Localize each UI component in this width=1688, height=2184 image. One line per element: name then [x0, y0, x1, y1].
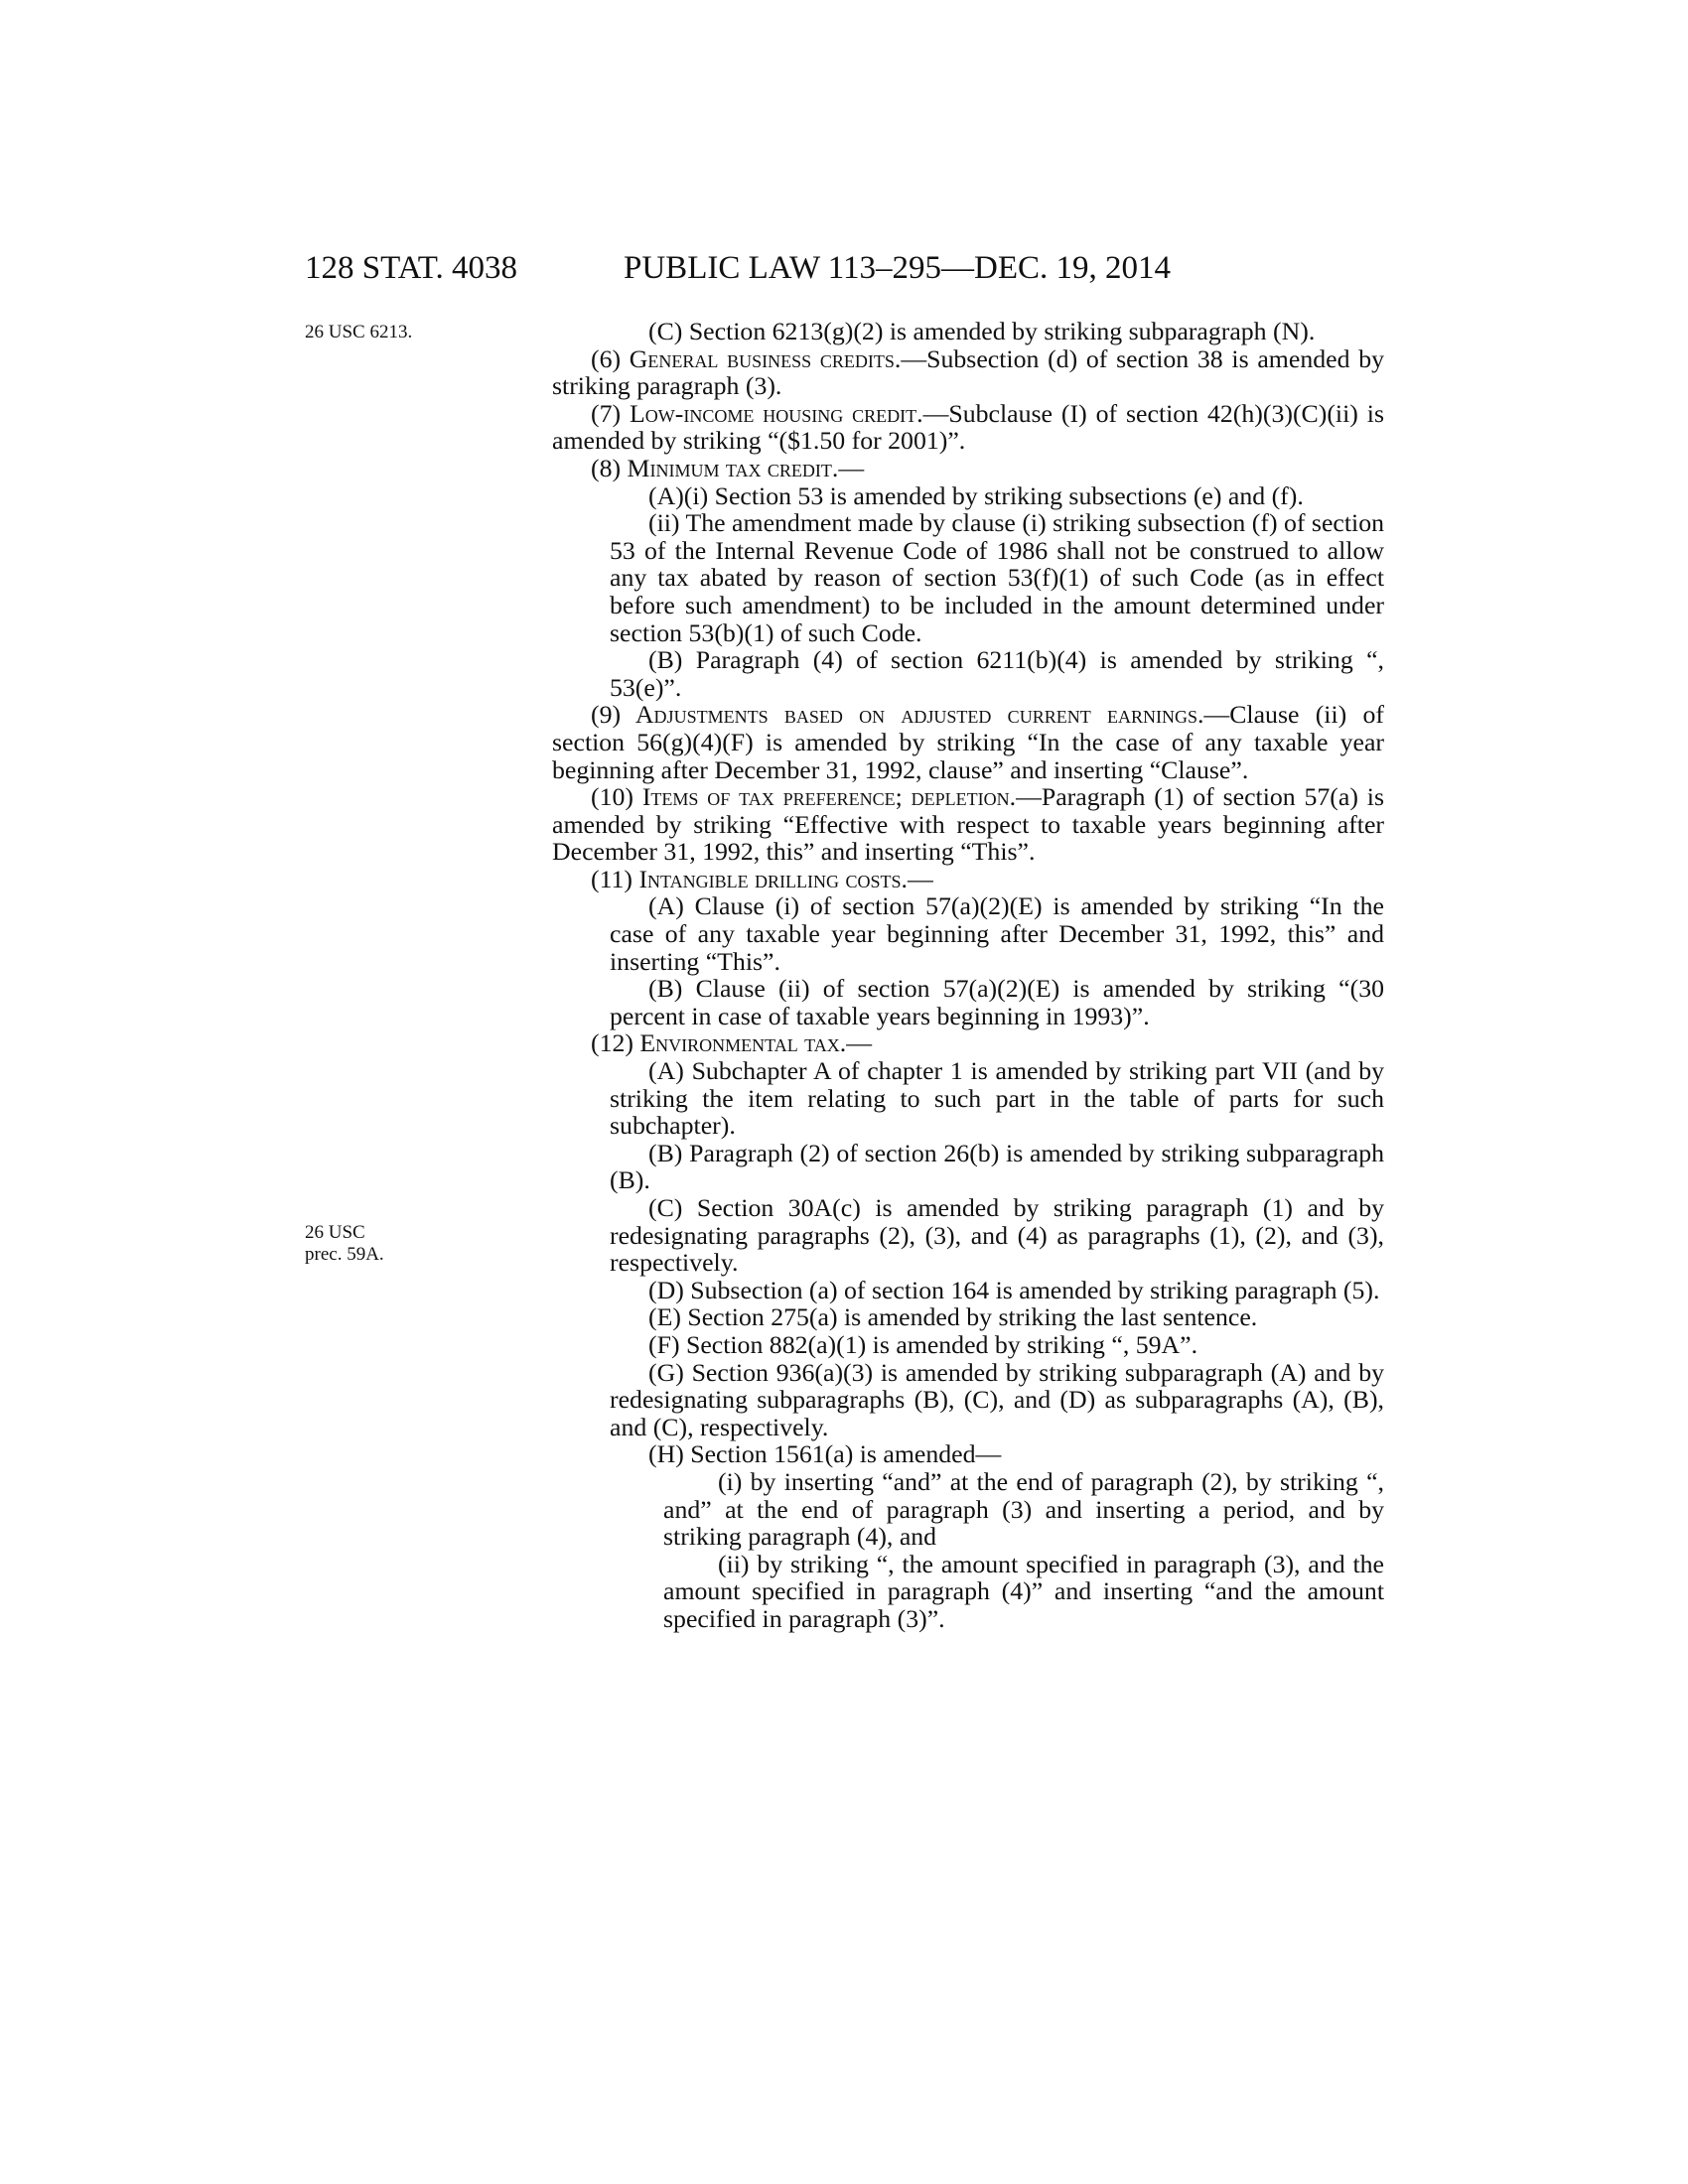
paragraph: (ii) The amendment made by clause (i) striking subsection (f) of section 53 of the Internal Revenue Code of 1986 shall not be construed to allow any tax abated by reason of section 53(f)(1) of such Code (as in effect before such amendment) to be included in the amount determined under section 53(b)(1) of such Code.: [610, 508, 1384, 647]
paragraph-text: —: [846, 1028, 872, 1058]
paragraph-text: —: [907, 864, 933, 893]
stat-citation: 128 STAT. 4038: [305, 250, 518, 286]
paragraph: (A)(i) Section 53 is amended by striking subsections (e) and (f).: [648, 480, 1304, 510]
margin-note-usc-6213: 26 USC 6213.: [305, 322, 413, 342]
paragraph: (G) Section 936(a)(3) is amended by striking subparagraph (A) and by redesignating subparagraphs (B), (C), and (D) as subparagraphs (A), (B), and (C), respectively.: [610, 1357, 1384, 1441]
paragraph: (C) Section 6213(g)(2) is amended by striking subparagraph (N).: [648, 317, 1316, 345]
paragraph: (i) by inserting “and” at the end of paragraph (2), by striking “, and” at the end of paragraph (3) and inserting a period, and by striking paragraph (4), and: [663, 1466, 1384, 1552]
paragraph: [552, 1029, 1384, 1057]
paragraph: (B) Clause (ii) of section 57(a)(2)(E) is amended by striking “(30 percent in case of taxable years beginning in 1993)”.: [610, 974, 1384, 1030]
paragraph: (A) Subchapter A of chapter 1 is amended by striking part VII (and by striking the item relating to such part in the table of parts for such subchapter).: [610, 1056, 1384, 1141]
paragraph: [552, 400, 1384, 455]
paragraph: [552, 701, 1384, 783]
paragraph-text: —Subclause (I) of section 42(h)(3)(C)(ii) is amended by striking “($1.50 for 2001)”.: [552, 398, 1384, 456]
paragraph: (B) Paragraph (4) of section 6211(b)(4) is amended by striking “, 53(e)”.: [610, 645, 1384, 702]
paragraph-heading: (7) Low-income housing credit.: [591, 398, 923, 428]
paragraph-heading: (9) Adjustments based on adjusted current earnings.: [591, 700, 1204, 730]
paragraph: (E) Section 275(a) is amended by striking the last sentence.: [648, 1302, 1258, 1332]
page-title: PUBLIC LAW 113–295—DEC. 19, 2014: [624, 250, 1172, 286]
paragraph: (A) Clause (i) of section 57(a)(2)(E) is amended by striking “In the case of any taxable year beginning after December 31, 1992, this” and inserting “This”.: [610, 891, 1384, 976]
paragraph: [552, 866, 1384, 893]
paragraph: (H) Section 1561(a) is amended—: [648, 1439, 1002, 1469]
paragraph-text: —: [838, 453, 865, 482]
paragraph-heading: (11) Intangible drilling costs.: [591, 864, 908, 893]
paragraph-heading: (6) General business credits.: [591, 343, 902, 373]
paragraph-heading: (10) Items of tax preference; depletion.: [591, 782, 1017, 812]
paragraph: [552, 345, 1384, 400]
paragraph: [552, 455, 1384, 482]
paragraph: (B) Paragraph (2) of section 26(b) is amended by striking subparagraph (B).: [610, 1138, 1384, 1195]
paragraph-text: —Paragraph (1) of section 57(a) is amended by striking “Effective with respect to taxable years beginning after December 31, 1992, this” and inserting “This”.: [552, 782, 1385, 867]
body-text: [552, 318, 1384, 1633]
paragraph: (C) Section 30A(c) is amended by striking paragraph (1) and by redesignating paragraphs (2), (3), and (4) as paragraphs (1), (2), and (3), respectively.: [610, 1193, 1384, 1278]
paragraph-heading: (8) Minimum tax credit.: [591, 453, 839, 482]
paragraph: (F) Section 882(a)(1) is amended by striking “, 59A”.: [648, 1329, 1198, 1359]
paragraph-heading: (12) Environmental tax.: [591, 1028, 847, 1058]
paragraph: [552, 783, 1384, 866]
paragraph-text: —Subsection (d) of section 38 is amended by striking paragraph (3).: [552, 343, 1384, 401]
paragraph-text: —Clause (ii) of section 56(g)(4)(F) is amended by striking “In the case of any taxable year beginning after December 31, 1992, clause” and inserting “Clause”.: [552, 700, 1384, 784]
paragraph: (D) Subsection (a) of section 164 is amended by striking paragraph (5).: [648, 1275, 1380, 1304]
margin-note-usc-prec-line2: prec. 59A.: [305, 1244, 384, 1265]
margin-note-usc-prec: 26 USC: [305, 1222, 365, 1243]
paragraph: (ii) by striking “, the amount specified in paragraph (3), and the amount specified in paragraph (4)” and inserting “and the amount specified in paragraph (3)”.: [663, 1549, 1384, 1633]
